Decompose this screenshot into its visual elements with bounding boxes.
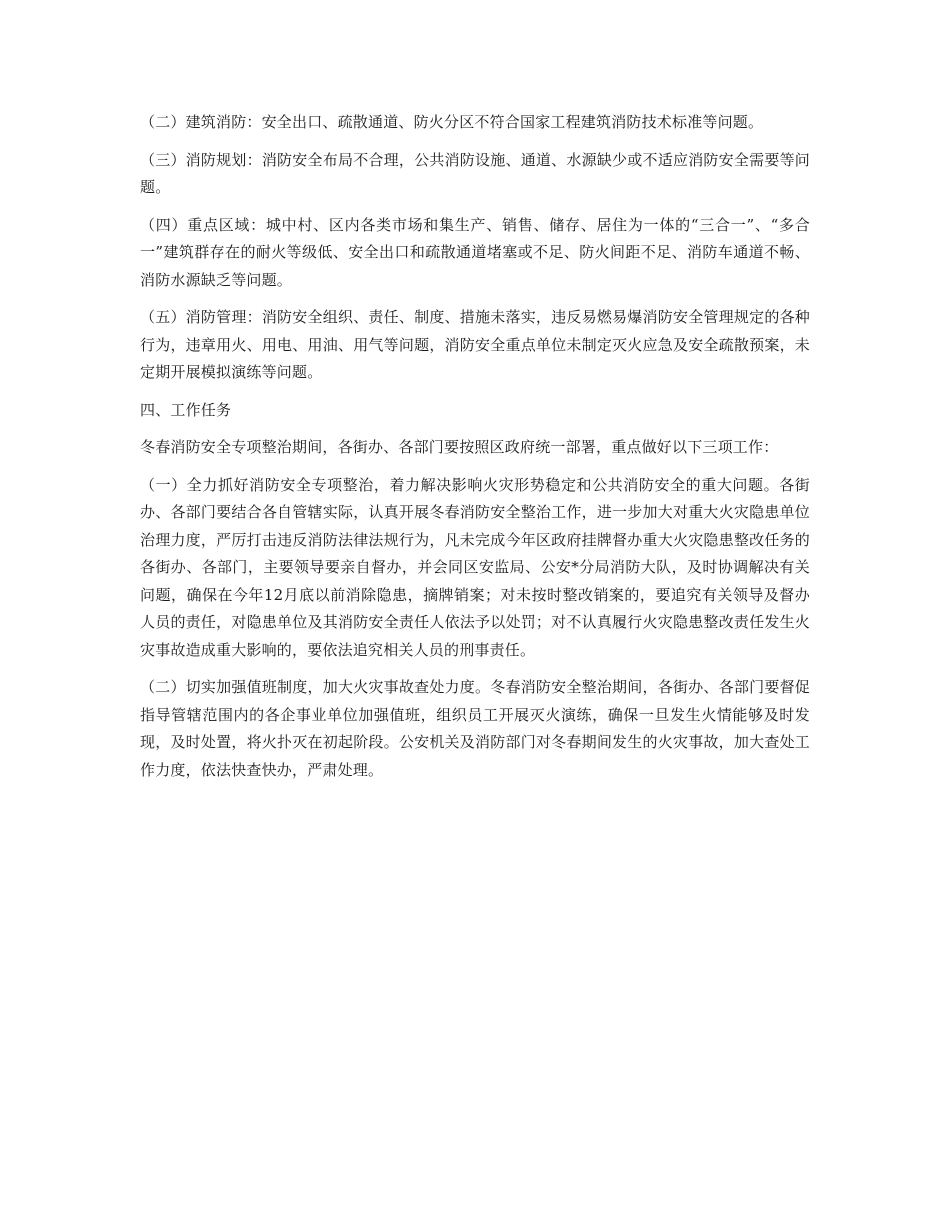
section-heading-work-tasks: 四、工作任务	[140, 400, 232, 419]
paragraph-key-areas: （四）重点区域：城中村、区内各类市场和集生产、销售、储存、居住为一体的“三合一”、“多合一”建筑群存在的耐火等级低、安全出口和疏散通道堵塞或不足、防火间距不足、消防车通道不畅、消防水源缺乏等问题。	[140, 215, 810, 289]
paragraph-fire-management: （五）消防管理：消防安全组织、责任、制度、措施未落实，违反易燃易爆消防安全管理规定的各种行为，违章用火、用电、用油、用气等问题，消防安全重点单位未制定灭火应急及安全疏散预案，未定期开展模拟演练等问题。	[140, 308, 810, 381]
paragraph-fire-planning: （三）消防规划：消防安全布局不合理，公共消防设施、通道、水源缺少或不适应消防安全需要等问题。	[140, 150, 810, 196]
paragraph-task-two: （二）切实加强值班制度，加大火灾事故查处力度。冬春消防安全整治期间，各街办、各部门要督促指导管辖范围内的各企事业单位加强值班，组织员工开展灭火演练，确保一旦发生火情能够及时发现，及时处置，将火扑灭在初起阶段。公安机关及消防部门对冬春期间发生的火灾事故，加大查处工作力度，依法快查快办，严肃处理。	[140, 678, 810, 779]
document-body	[140, 109, 810, 794]
paragraph-tasks-intro: 冬春消防安全专项整治期间，各街办、各部门要按照区政府统一部署，重点做好以下三项工作：	[140, 438, 779, 456]
paragraph-task-one: （一）全力抓好消防安全专项整治，着力解决影响火灾形势稳定和公共消防安全的重大问题。各街办、各部门要结合各自管辖实际，认真开展冬春消防安全整治工作，进一步加大对重大火灾隐患单位治理力度，严厉打击违反消防法律法规行为，凡未完成今年区政府挂牌督办重大火灾隐患整改任务的各街办、各部门，主要领导要亲自督办，并会同区安监局、公安*分局消防大队，及时协调解决有关问题，确保在今年12月底以前消除隐患，摘牌销案；对未按时整改销案的，要追究有关领导及督办人员的责任，对隐患单位及其消防安全责任人依法予以处罚；对不认真履行火灾隐患整改责任发生火灾事故造成重大影响的，要依法追究相关人员的刑事责任。	[140, 475, 810, 659]
paragraph-building-fire-safety: （二）建筑消防：安全出口、疏散通道、防火分区不符合国家工程建筑消防技术标准等问题。	[140, 113, 764, 131]
